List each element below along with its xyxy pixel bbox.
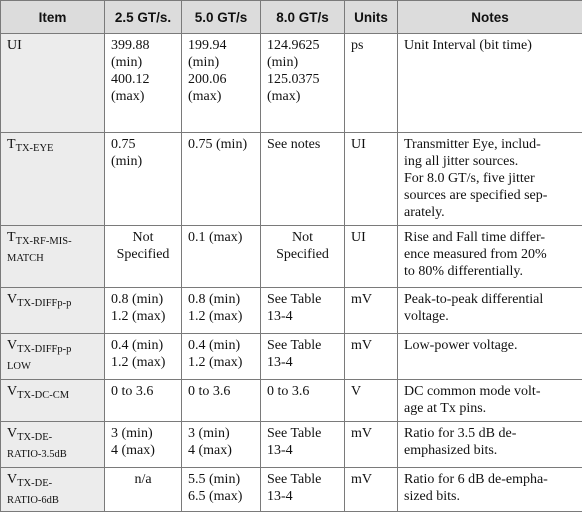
item-symbol-line [7, 337, 98, 355]
value-line: 200.06 [188, 71, 254, 88]
item-subscript-cont: RATIO-3.5dB [7, 446, 98, 463]
item-symbol-line [7, 229, 98, 247]
notes-cell [398, 34, 582, 133]
table-row [1, 422, 582, 468]
value-line: 0.75 [111, 136, 175, 153]
value-5-0gts [182, 468, 261, 512]
value-line: See notes [267, 136, 338, 153]
value-line: 1.2 (max) [188, 354, 254, 371]
header-5-0gts: 5.0 GT/s [182, 1, 261, 34]
table-row [1, 133, 582, 226]
item-symbol: V [7, 338, 17, 353]
value-line: (max) [188, 88, 254, 105]
table-row [1, 468, 582, 512]
item-cell [1, 422, 105, 468]
value-line: 0.4 (min) [188, 337, 254, 354]
header-units: Units [345, 1, 398, 34]
value-8-0gts [261, 334, 345, 380]
notes-line: voltage. [404, 308, 576, 325]
notes-cell [398, 334, 582, 380]
item-cell [1, 34, 105, 133]
value-line: 3 (min) [111, 425, 175, 442]
item-cell [1, 226, 105, 288]
item-subscript: TX-DIFFp-p [17, 344, 71, 355]
units-cell: mV [345, 288, 398, 334]
units-cell: ps [345, 34, 398, 133]
units-cell: mV [345, 334, 398, 380]
item-subscript: TX-DIFFp-p [17, 298, 71, 309]
notes-line: emphasized bits. [404, 442, 576, 459]
header-item: Item [1, 1, 105, 34]
notes-line: sized bits. [404, 488, 576, 505]
item-symbol: V [7, 384, 17, 399]
notes-line: Ratio for 3.5 dB de- [404, 425, 576, 442]
notes-cell [398, 288, 582, 334]
value-8-0gts [261, 468, 345, 512]
value-line: (max) [111, 88, 175, 105]
item-subscript: TX-DC-CM [17, 390, 69, 401]
table-row [1, 34, 582, 133]
item-symbol: V [7, 426, 17, 441]
value-line: 0.8 (min) [111, 291, 175, 308]
value-line: 4 (max) [111, 442, 175, 459]
notes-cell [398, 380, 582, 422]
item-symbol: T [7, 137, 16, 152]
value-line: Not [267, 229, 338, 246]
value-line: 0 to 3.6 [267, 383, 338, 400]
notes-cell [398, 133, 582, 226]
value-line: 1.2 (max) [111, 308, 175, 325]
value-line: 399.88 [111, 37, 175, 54]
value-line: n/a [111, 471, 175, 488]
value-line: See Table [267, 291, 338, 308]
header-notes: Notes [398, 1, 582, 34]
value-2-5gts [105, 288, 182, 334]
value-8-0gts [261, 288, 345, 334]
units-cell: UI [345, 226, 398, 288]
header-row [1, 1, 582, 34]
value-5-0gts [182, 288, 261, 334]
item-symbol-line [7, 291, 98, 309]
value-2-5gts [105, 422, 182, 468]
notes-line: For 8.0 GT/s, five jitter [404, 170, 576, 187]
item-symbol: V [7, 292, 17, 307]
value-5-0gts [182, 422, 261, 468]
notes-line: sources are specified sep- [404, 187, 576, 204]
value-line: 5.5 (min) [188, 471, 254, 488]
notes-line: DC common mode volt- [404, 383, 576, 400]
value-line: 125.0375 [267, 71, 338, 88]
item-symbol: V [7, 472, 17, 487]
item-symbol: T [7, 230, 16, 245]
item-symbol-line [7, 471, 98, 489]
value-5-0gts [182, 34, 261, 133]
value-line: 0.8 (min) [188, 291, 254, 308]
value-line: 0.1 (max) [188, 229, 254, 246]
value-line: 4 (max) [188, 442, 254, 459]
value-line: 400.12 [111, 71, 175, 88]
notes-line: Transmitter Eye, includ- [404, 136, 576, 153]
table-row [1, 226, 582, 288]
item-symbol-line [7, 136, 98, 154]
value-line: Specified [267, 246, 338, 263]
notes-line: ence measured from 20% [404, 246, 576, 263]
value-line: 199.94 [188, 37, 254, 54]
value-line: Specified [111, 246, 175, 263]
notes-line: age at Tx pins. [404, 400, 576, 417]
item-subscript: TX-DE- [17, 432, 52, 443]
value-5-0gts [182, 380, 261, 422]
value-line: (max) [267, 88, 338, 105]
units-cell: V [345, 380, 398, 422]
value-line: (min) [188, 54, 254, 71]
value-2-5gts [105, 380, 182, 422]
item-cell [1, 133, 105, 226]
item-subscript-cont: MATCH [7, 250, 98, 267]
notes-line: Low-power voltage. [404, 337, 576, 354]
value-line: 0 to 3.6 [188, 383, 254, 400]
value-8-0gts [261, 380, 345, 422]
notes-line: to 80% differentially. [404, 263, 576, 280]
item-symbol-line [7, 37, 98, 54]
value-line: See Table [267, 425, 338, 442]
value-5-0gts [182, 133, 261, 226]
notes-cell [398, 468, 582, 512]
value-2-5gts [105, 334, 182, 380]
item-subscript: TX-EYE [16, 143, 54, 154]
value-line: 0.4 (min) [111, 337, 175, 354]
item-symbol-line [7, 425, 98, 443]
value-line: (min) [267, 54, 338, 71]
notes-line: Rise and Fall time differ- [404, 229, 576, 246]
value-5-0gts [182, 334, 261, 380]
item-subscript: TX-DE- [17, 478, 52, 489]
item-cell [1, 334, 105, 380]
units-cell: UI [345, 133, 398, 226]
notes-line: arately. [404, 204, 576, 221]
value-line: (min) [111, 54, 175, 71]
item-symbol: UI [7, 38, 22, 53]
item-cell [1, 288, 105, 334]
notes-line: ing all jitter sources. [404, 153, 576, 170]
item-cell [1, 468, 105, 512]
header-8-0gts: 8.0 GT/s [261, 1, 345, 34]
units-cell: mV [345, 468, 398, 512]
value-line: 13-4 [267, 488, 338, 505]
value-line: 13-4 [267, 354, 338, 371]
value-line: (min) [111, 153, 175, 170]
value-2-5gts [105, 226, 182, 288]
value-line: See Table [267, 471, 338, 488]
value-line: 3 (min) [188, 425, 254, 442]
item-subscript: TX-RF-MIS- [16, 236, 72, 247]
value-8-0gts [261, 34, 345, 133]
value-line: 124.9625 [267, 37, 338, 54]
value-8-0gts [261, 422, 345, 468]
value-line: See Table [267, 337, 338, 354]
notes-line: Unit Interval (bit time) [404, 37, 576, 54]
item-subscript-cont: LOW [7, 358, 98, 375]
value-5-0gts [182, 226, 261, 288]
value-2-5gts [105, 133, 182, 226]
value-line: 0.75 (min) [188, 136, 254, 153]
value-line: 13-4 [267, 308, 338, 325]
notes-line: Ratio for 6 dB de-empha- [404, 471, 576, 488]
table-row [1, 334, 582, 380]
table-row [1, 380, 582, 422]
item-cell [1, 380, 105, 422]
value-line: Not [111, 229, 175, 246]
value-line: 6.5 (max) [188, 488, 254, 505]
value-line: 0 to 3.6 [111, 383, 175, 400]
value-2-5gts [105, 34, 182, 133]
item-symbol-line [7, 383, 98, 401]
value-8-0gts [261, 133, 345, 226]
notes-cell [398, 422, 582, 468]
notes-cell [398, 226, 582, 288]
value-line: 13-4 [267, 442, 338, 459]
table-row [1, 288, 582, 334]
header-2-5gts: 2.5 GT/s. [105, 1, 182, 34]
value-2-5gts [105, 468, 182, 512]
units-cell: mV [345, 422, 398, 468]
value-8-0gts [261, 226, 345, 288]
notes-line: Peak-to-peak differential [404, 291, 576, 308]
value-line: 1.2 (max) [188, 308, 254, 325]
item-subscript-cont: RATIO-6dB [7, 492, 98, 509]
value-line: 1.2 (max) [111, 354, 175, 371]
